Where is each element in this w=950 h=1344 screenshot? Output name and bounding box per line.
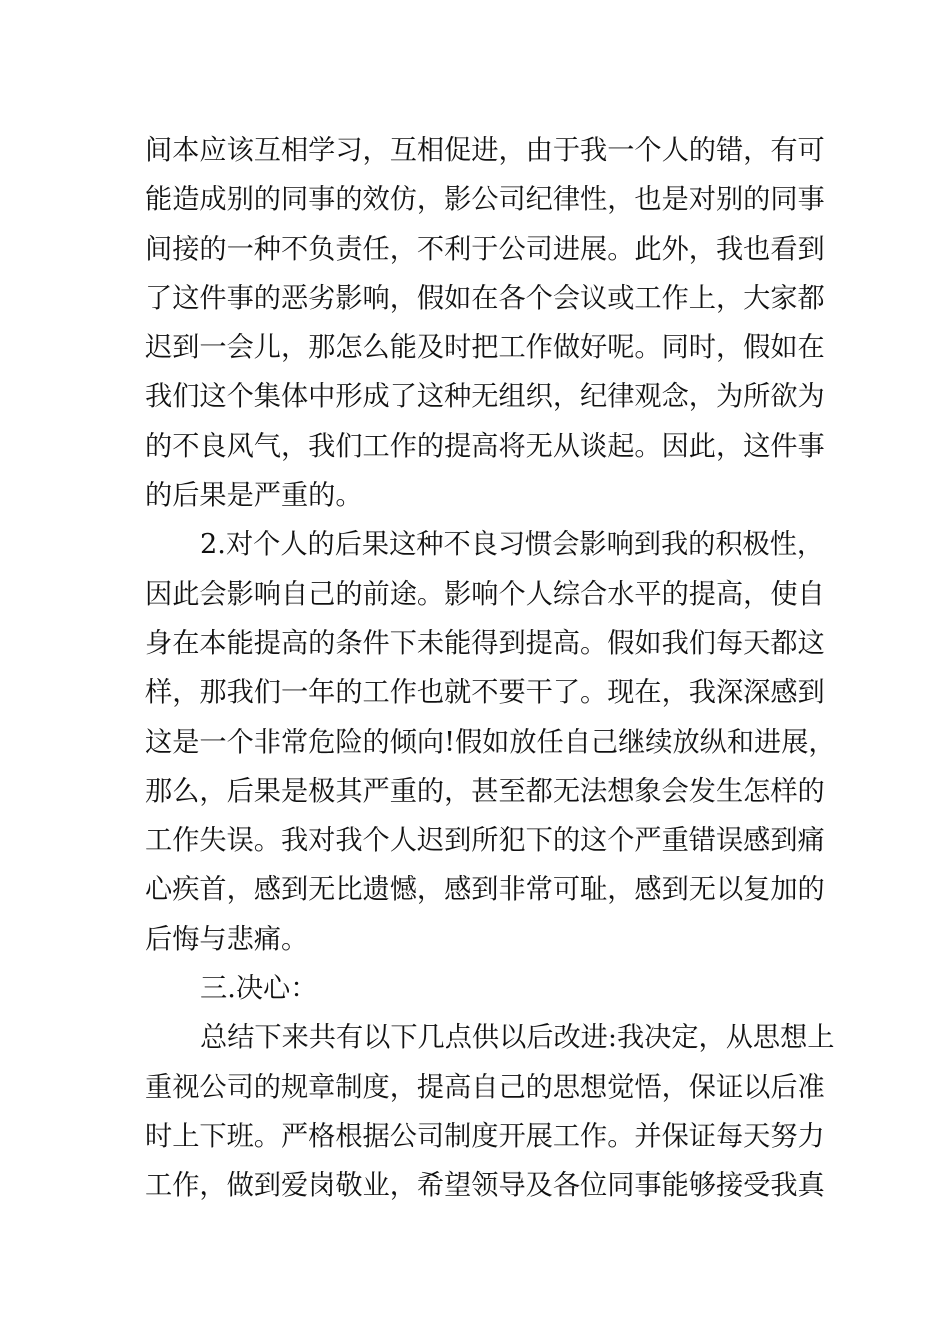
section-heading: 三.决心：	[200, 973, 318, 1005]
text-line: 的不良风气，我们工作的提高将无从谈起。因此，这件事	[145, 430, 825, 462]
paragraph-start-line: 总结下来共有以下几点供以后改进:我决定，从思想上	[200, 1022, 835, 1054]
text-line: 了这件事的恶劣影响，假如在各个会议或工作上，大家都	[145, 282, 825, 314]
text-line: 的后果是严重的。	[145, 480, 363, 512]
text-line: 工作，做到爱岗敬业，希望领导及各位同事能够接受我真	[145, 1170, 825, 1202]
text-line: 那么，后果是极其严重的，甚至都无法想象会发生怎样的	[145, 775, 825, 807]
document-body	[145, 126, 836, 1211]
text-line: 工作失误。我对我个人迟到所犯下的这个严重错误感到痛	[145, 825, 825, 857]
paragraph-start-line: 2.对个人的后果这种不良习惯会影响到我的积极性，	[200, 529, 825, 561]
text-line: 时上下班。严格根据公司制度开展工作。并保证每天努力	[145, 1120, 825, 1152]
text-line: 后悔与悲痛。	[145, 923, 309, 955]
text-line: 重视公司的规章制度，提高自己的思想觉悟，保证以后准	[145, 1071, 825, 1103]
text-line: 间本应该互相学习，互相促进，由于我一个人的错，有可	[145, 135, 825, 166]
text-line: 心疾首，感到无比遗憾，感到非常可耻，感到无以复加的	[145, 874, 825, 906]
text-line: 迟到一会儿，那怎么能及时把工作做好呢。同时，假如在	[145, 332, 825, 364]
text-line: 身在本能提高的条件下未能得到提高。假如我们每天都这	[145, 627, 825, 659]
text-line: 间接的一种不负责任，不利于公司进展。此外，我也看到	[145, 233, 825, 265]
text-line: 这是一个非常危险的倾向!假如放任自己继续放纵和进展，	[145, 726, 836, 758]
text-line: 我们这个集体中形成了这种无组织，纪律观念，为所欲为	[145, 381, 825, 413]
text-line: 因此会影响自己的前途。影响个人综合水平的提高，使自	[145, 578, 825, 610]
text-line: 能造成别的同事的效仿，影公司纪律性，也是对别的同事	[145, 184, 825, 216]
text-line: 样，那我们一年的工作也就不要干了。现在，我深深感到	[145, 677, 825, 709]
